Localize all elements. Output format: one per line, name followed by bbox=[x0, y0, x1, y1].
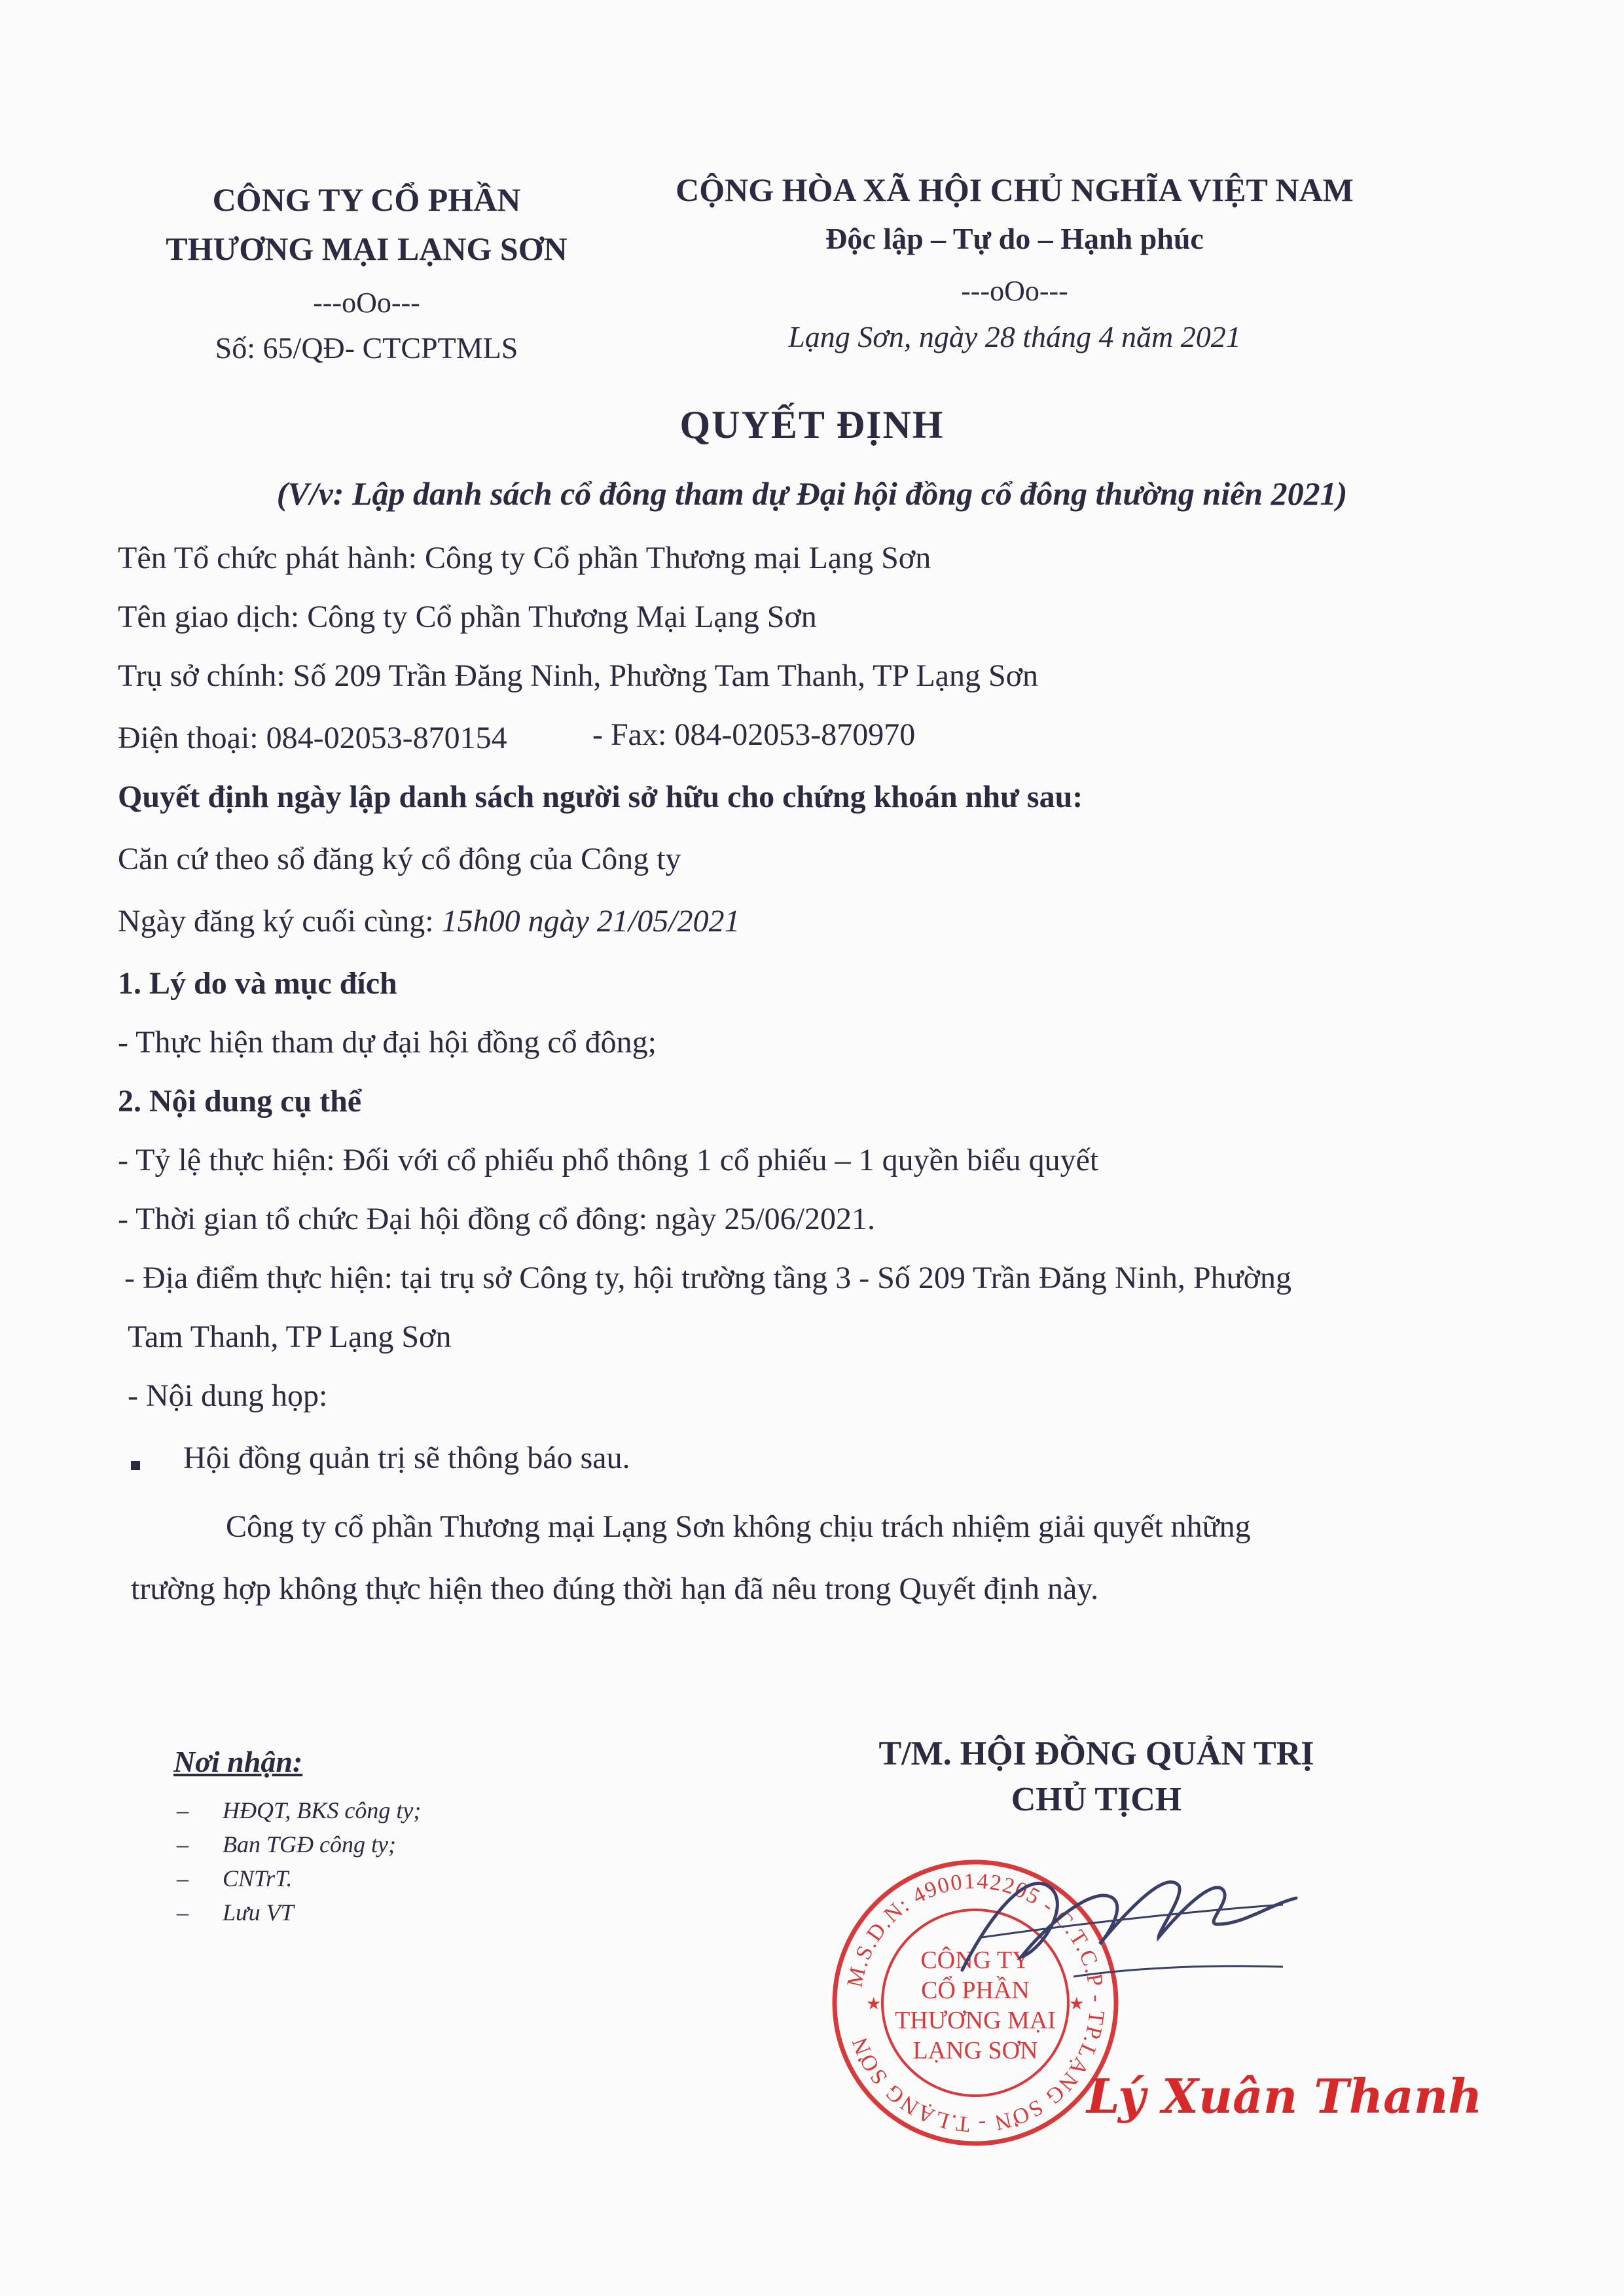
issuer-phone: Điện thoại: 084-02053-870154 bbox=[118, 721, 507, 755]
disclaimer-line2: trường hợp không thực hiện theo đúng thời hạn đã nêu trong Quyết định này. bbox=[131, 1571, 1099, 1606]
company-name-line2: THƯƠNG MẠI LẠNG SƠN bbox=[166, 230, 568, 267]
recipient-item: – Ban TGĐ công ty; bbox=[177, 1831, 396, 1857]
recipients-label: Nơi nhận: bbox=[173, 1745, 303, 1778]
section2-location-line2: Tam Thanh, TP Lạng Sơn bbox=[128, 1319, 452, 1354]
stamp-line2: CỔ PHẦN bbox=[921, 1977, 1030, 2004]
document-number: Số: 65/QĐ- CTCPTMLS bbox=[215, 331, 518, 365]
company-divider: ---oOo--- bbox=[313, 287, 420, 319]
stamp-outer-text: M.S.D.N: 4900142205 - C.T.C.P - TP.LẠNG SƠN - T.LẠNG SƠN bbox=[842, 1869, 1110, 2137]
section2-agenda-item: Hội đồng quản trị sẽ thông báo sau. bbox=[183, 1441, 630, 1475]
disclaimer-line1: Công ty cổ phần Thương mại Lạng Sơn không chịu trách nhiệm giải quyết những bbox=[226, 1509, 1251, 1544]
recipient-item: – Lưu VT bbox=[177, 1899, 294, 1926]
section2-time: - Thời gian tổ chức Đại hội đồng cổ đông: ngày 25/06/2021. bbox=[118, 1202, 876, 1236]
section2-ratio: - Tỷ lệ thực hiện: Đối với cổ phiếu phổ thông 1 cổ phiếu – 1 quyền biểu quyết bbox=[118, 1143, 1099, 1177]
nation-name: CỘNG HÒA XÃ HỘI CHỦ NGHĨA VIỆT NAM bbox=[676, 171, 1354, 208]
stamp-star-icon: ★ bbox=[1069, 1994, 1085, 2014]
basis-text: Căn cứ theo sổ đăng ký cổ đông của Công ty bbox=[118, 842, 681, 876]
section1-item: - Thực hiện tham dự đại hội đồng cổ đông; bbox=[118, 1025, 657, 1060]
signature-on-behalf: T/M. HỘI ĐỒNG QUẢN TRỊ bbox=[878, 1735, 1314, 1772]
record-date bbox=[118, 903, 740, 939]
issuer-fax: - Fax: 084-02053-870970 bbox=[592, 717, 916, 752]
signature-position: CHỦ TỊCH bbox=[1011, 1781, 1182, 1818]
recipients-list bbox=[177, 1793, 421, 1929]
handwritten-signature bbox=[943, 1826, 1309, 1996]
section2-location-line1: - Địa điểm thực hiện: tại trụ sở Công ty, hội trường tầng 3 - Số 209 Trần Đăng Ninh, Phường bbox=[124, 1261, 1291, 1295]
recipient-item: – HĐQT, BKS công ty; bbox=[177, 1797, 422, 1823]
decision-subject: (V/v: Lập danh sách cổ đông tham dự Đại hội đồng cổ đông thường niên 2021) bbox=[276, 475, 1348, 512]
recipient-item: – CNTrT. bbox=[177, 1865, 293, 1892]
bullet-icon bbox=[131, 1461, 140, 1470]
stamp-line4: LẠNG SƠN bbox=[912, 2037, 1038, 2064]
section2-agenda-label: - Nội dung họp: bbox=[128, 1378, 328, 1413]
record-date-label: Ngày đăng ký cuối cùng: bbox=[118, 904, 442, 939]
issuer-trade-name: Tên giao dịch: Công ty Cổ phần Thương Mại Lạng Sơn bbox=[118, 600, 817, 634]
stamp-star-icon: ★ bbox=[866, 1994, 882, 2014]
stamp-line3: THƯƠNG MẠI bbox=[895, 2007, 1056, 2034]
stamp-line1: CÔNG TY bbox=[920, 1946, 1030, 1974]
place-and-date: Lạng Sơn, ngày 28 tháng 4 năm 2021 bbox=[788, 320, 1241, 353]
nation-motto: Độc lập – Tự do – Hạnh phúc bbox=[825, 222, 1204, 255]
issuer-head-office: Trụ sở chính: Số 209 Trần Đăng Ninh, Phường Tam Thanh, TP Lạng Sơn bbox=[118, 658, 1039, 693]
section2-heading: 2. Nội dung cụ thể bbox=[118, 1084, 362, 1119]
decision-heading: Quyết định ngày lập danh sách người sở hữu cho chứng khoán như sau: bbox=[118, 780, 1083, 814]
signer-name: Lý Xuân Thanh bbox=[1087, 2068, 1483, 2124]
section1-heading: 1. Lý do và mục đích bbox=[118, 966, 397, 1001]
page-title: QUYẾT ĐỊNH bbox=[679, 403, 945, 446]
issuer-org-name: Tên Tổ chức phát hành: Công ty Cổ phần Thương mại Lạng Sơn bbox=[118, 541, 931, 575]
company-name-line1: CÔNG TY CỔ PHẦN bbox=[212, 181, 521, 218]
record-date-value: 15h00 ngày 21/05/2021 bbox=[441, 904, 740, 939]
nation-divider: ---oOo--- bbox=[961, 275, 1068, 307]
